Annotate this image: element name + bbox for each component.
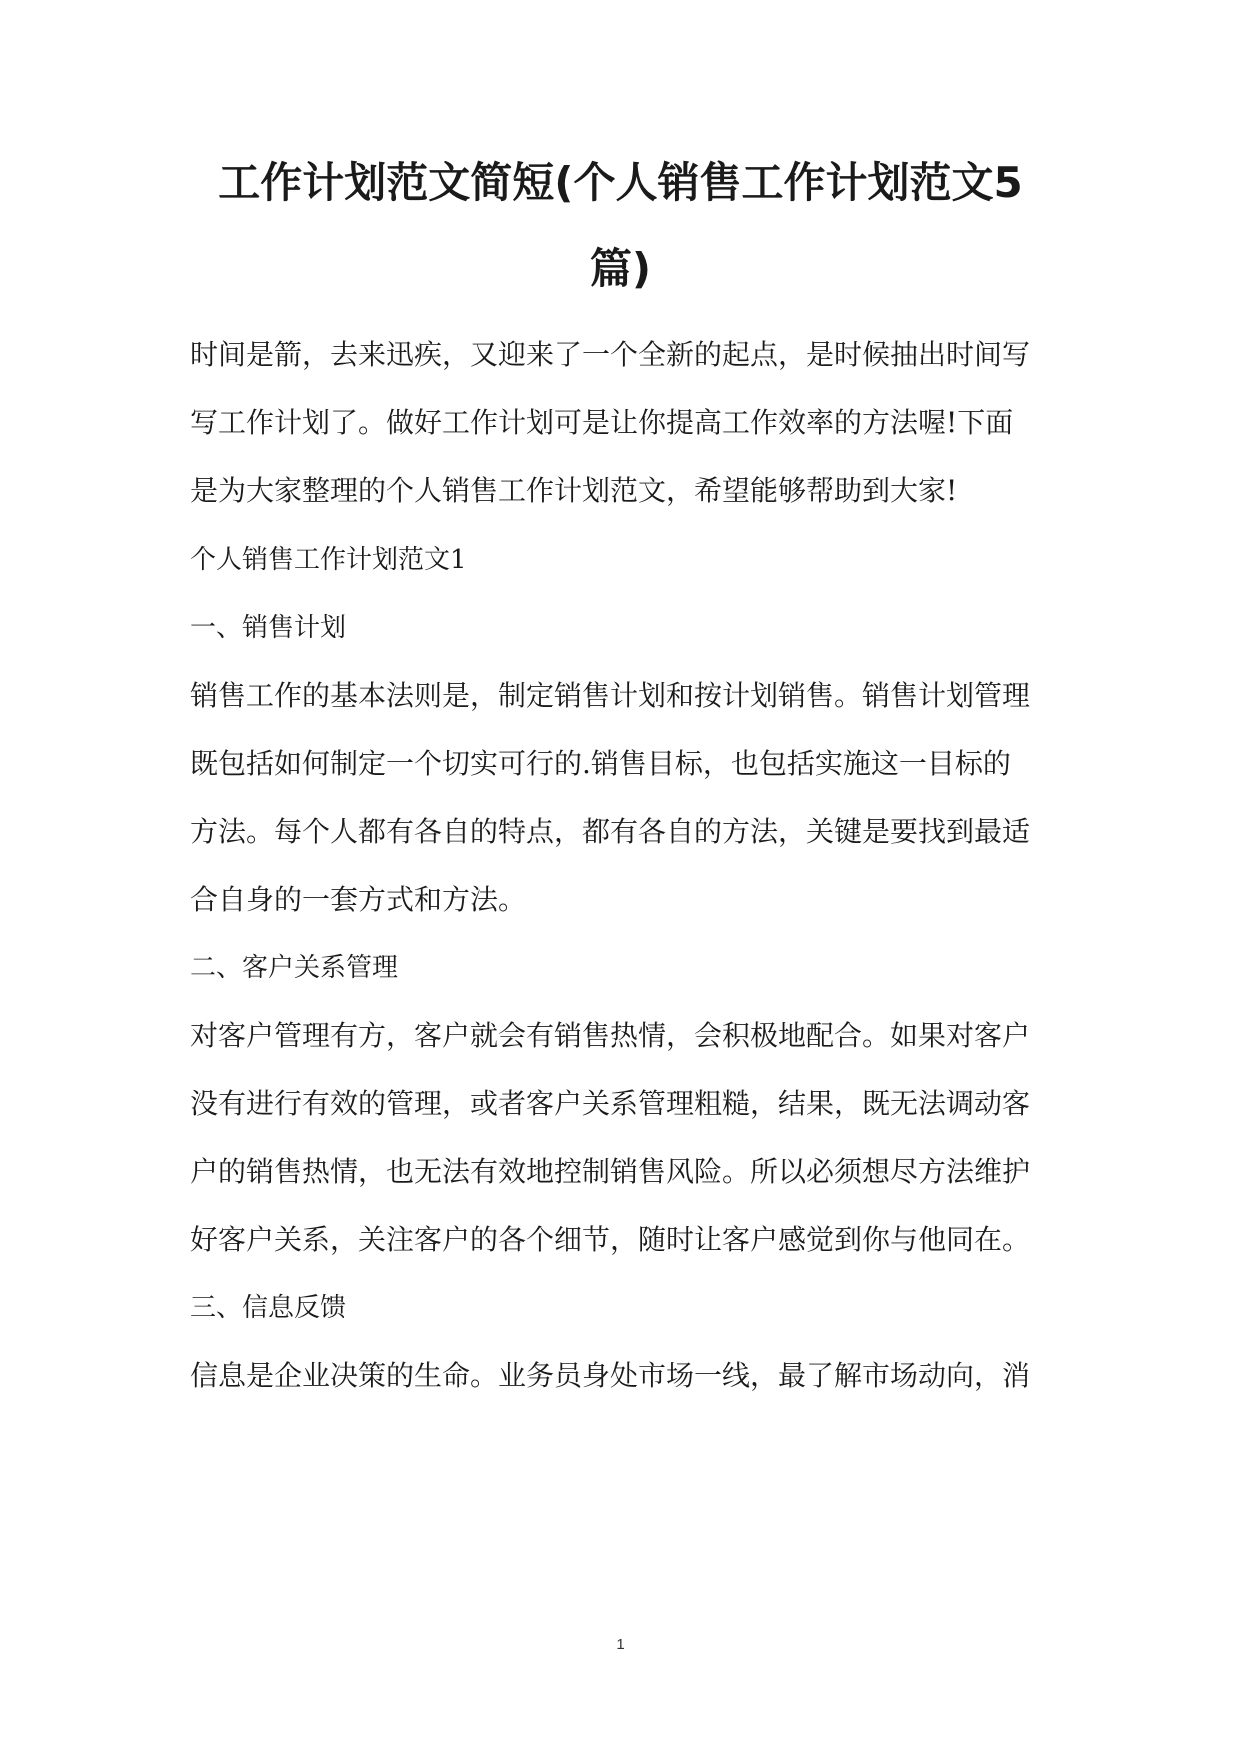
intro-line: 写工作计划了。做好工作计划可是让你提高工作效率的方法喔!下面: [190, 406, 1014, 439]
body-line: 方法。每个人都有各自的特点，都有各自的方法，关键是要找到最适: [190, 815, 1031, 848]
page-number: 1: [616, 1636, 625, 1653]
body-line: 户的销售热情，也无法有效地控制销售风险。所以必须想尽方法维护: [190, 1155, 1031, 1188]
subsection-heading: 二、客户关系管理: [190, 953, 399, 983]
body-line: 没有进行有效的管理，或者客户关系管理粗糙，结果，既无法调动客: [190, 1087, 1031, 1120]
intro-line: 时间是箭，去来迅疾，又迎来了一个全新的起点，是时候抽出时间写: [190, 338, 1031, 371]
subsection-heading: 三、信息反馈: [190, 1293, 347, 1323]
intro-line: 是为大家整理的个人销售工作计划范文，希望能够帮助到大家!: [190, 474, 958, 507]
body-line: 销售工作的基本法则是，制定销售计划和按计划销售。销售计划管理: [190, 679, 1031, 712]
section-heading: 个人销售工作计划范文1: [190, 545, 467, 575]
body-line: 对客户管理有方，客户就会有销售热情，会积极地配合。如果对客户: [190, 1019, 1031, 1052]
body-line: 好客户关系，关注客户的各个细节，随时让客户感觉到你与他同在。: [190, 1223, 1031, 1256]
subsection-heading: 一、销售计划: [190, 613, 347, 643]
body-line: 合自身的一套方式和方法。: [190, 883, 527, 916]
document-title-line-2: 篇): [589, 244, 652, 293]
body-line: 信息是企业决策的生命。业务员身处市场一线，最了解市场动向，消: [190, 1359, 1031, 1392]
body-line: 既包括如何制定一个切实可行的.销售目标，也包括实施这一目标的: [190, 747, 1011, 780]
document-title-line-1: 工作计划范文简短(个人销售工作计划范文5: [218, 158, 1023, 207]
